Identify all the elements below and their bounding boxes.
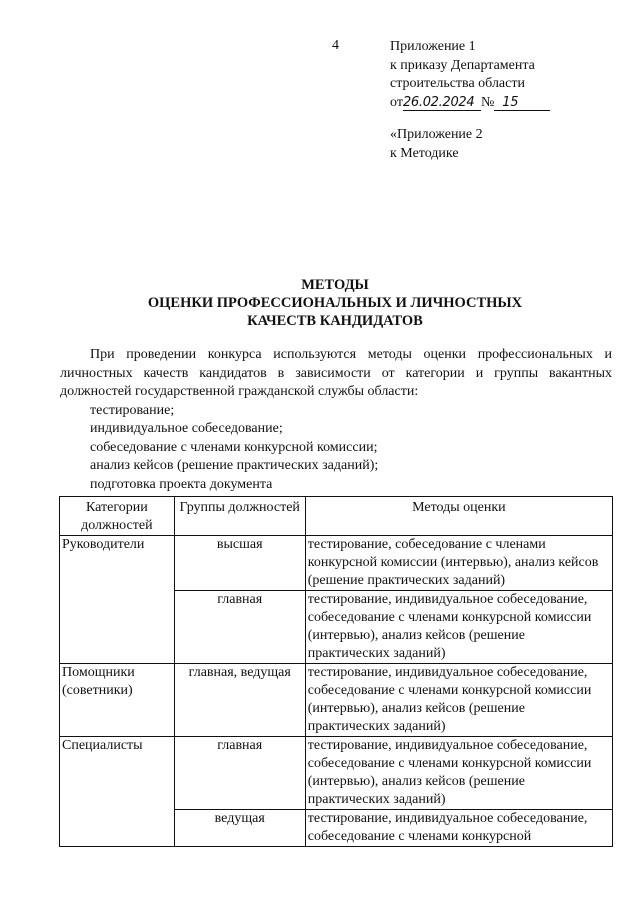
heading-line-3: КАЧЕСТВ КАНДИДАТОВ <box>247 313 423 329</box>
annex-date-line <box>390 94 550 113</box>
methods-cell: тестирование, индивидуальное собеседование, собеседование с членами конкурсной комиссии (интервью), анализ кейсов (решение практических заданий) <box>305 664 612 737</box>
annex-number-label: № <box>480 94 495 110</box>
annex-handwritten-date: 26.02.2024 <box>403 95 481 111</box>
method-list-item: тестирование; <box>90 402 175 418</box>
methods-cell: тестирование, индивидуальное собеседование, собеседование с членами конкурсной <box>305 810 612 847</box>
category-cell: Руководители <box>60 536 175 664</box>
group-cell: главная <box>174 737 305 810</box>
method-list-item: собеседование с членами конкурсной комиссии; <box>90 439 378 455</box>
category-cell: Специалисты <box>60 737 175 847</box>
annex-from-label: от <box>390 94 403 110</box>
document-heading <box>0 276 640 330</box>
table-row <box>60 737 613 810</box>
heading-line-1: МЕТОДЫ <box>301 277 369 293</box>
group-cell: главная, ведущая <box>174 664 305 737</box>
annex-line-1: Приложение 1 <box>390 39 476 54</box>
annex-line-3: строительства области <box>390 76 525 91</box>
group-cell: ведущая <box>174 810 305 847</box>
intro-section <box>60 346 612 494</box>
group-cell: главная <box>174 591 305 664</box>
methods-cell: тестирование, собеседование с членами конкурсной комиссии (интервью), анализ кейсов (решение практических заданий) <box>305 536 612 591</box>
annex-line-2: к приказу Департамента <box>390 57 535 73</box>
group-cell: высшая <box>174 536 305 591</box>
annex-handwritten-number: 15 <box>494 95 550 111</box>
heading-line-2: ОЦЕНКИ ПРОФЕССИОНАЛЬНЫХ И ЛИЧНОСТНЫХ <box>147 295 523 311</box>
table-header-row <box>60 497 613 536</box>
header-methods: Методы оценки <box>305 497 612 536</box>
annex-header <box>390 38 550 112</box>
method-list-item: подготовка проекта документа <box>90 476 273 492</box>
methods-cell: тестирование, индивидуальное собеседование, собеседование с членами конкурсной комиссии (интервью), анализ кейсов (решение практических заданий) <box>305 591 612 664</box>
annex-2-reference <box>390 126 483 163</box>
header-category: Категории должностей <box>60 497 175 536</box>
intro-paragraph: При проведении конкурса используются методы оценки профессиональных и личностных качеств кандидатов в зависимости от категории и группы вакантных должностей государственной гражданской службы области: <box>60 347 612 399</box>
table-row <box>60 536 613 591</box>
page-number: 4 <box>332 38 339 53</box>
annex-2-line-1: «Приложение 2 <box>390 127 483 142</box>
table-row <box>60 664 613 737</box>
category-cell: Помощники (советники) <box>60 664 175 737</box>
annex-2-line-2: к Методике <box>390 145 459 161</box>
method-list-item: индивидуальное собеседование; <box>90 421 283 436</box>
methods-table <box>59 496 613 847</box>
header-group: Группы должностей <box>174 497 305 536</box>
methods-cell: тестирование, индивидуальное собеседование, собеседование с членами конкурсной комиссии (интервью), анализ кейсов (решение практических заданий) <box>305 737 612 810</box>
method-list-item: анализ кейсов (решение практических заданий); <box>90 458 379 473</box>
